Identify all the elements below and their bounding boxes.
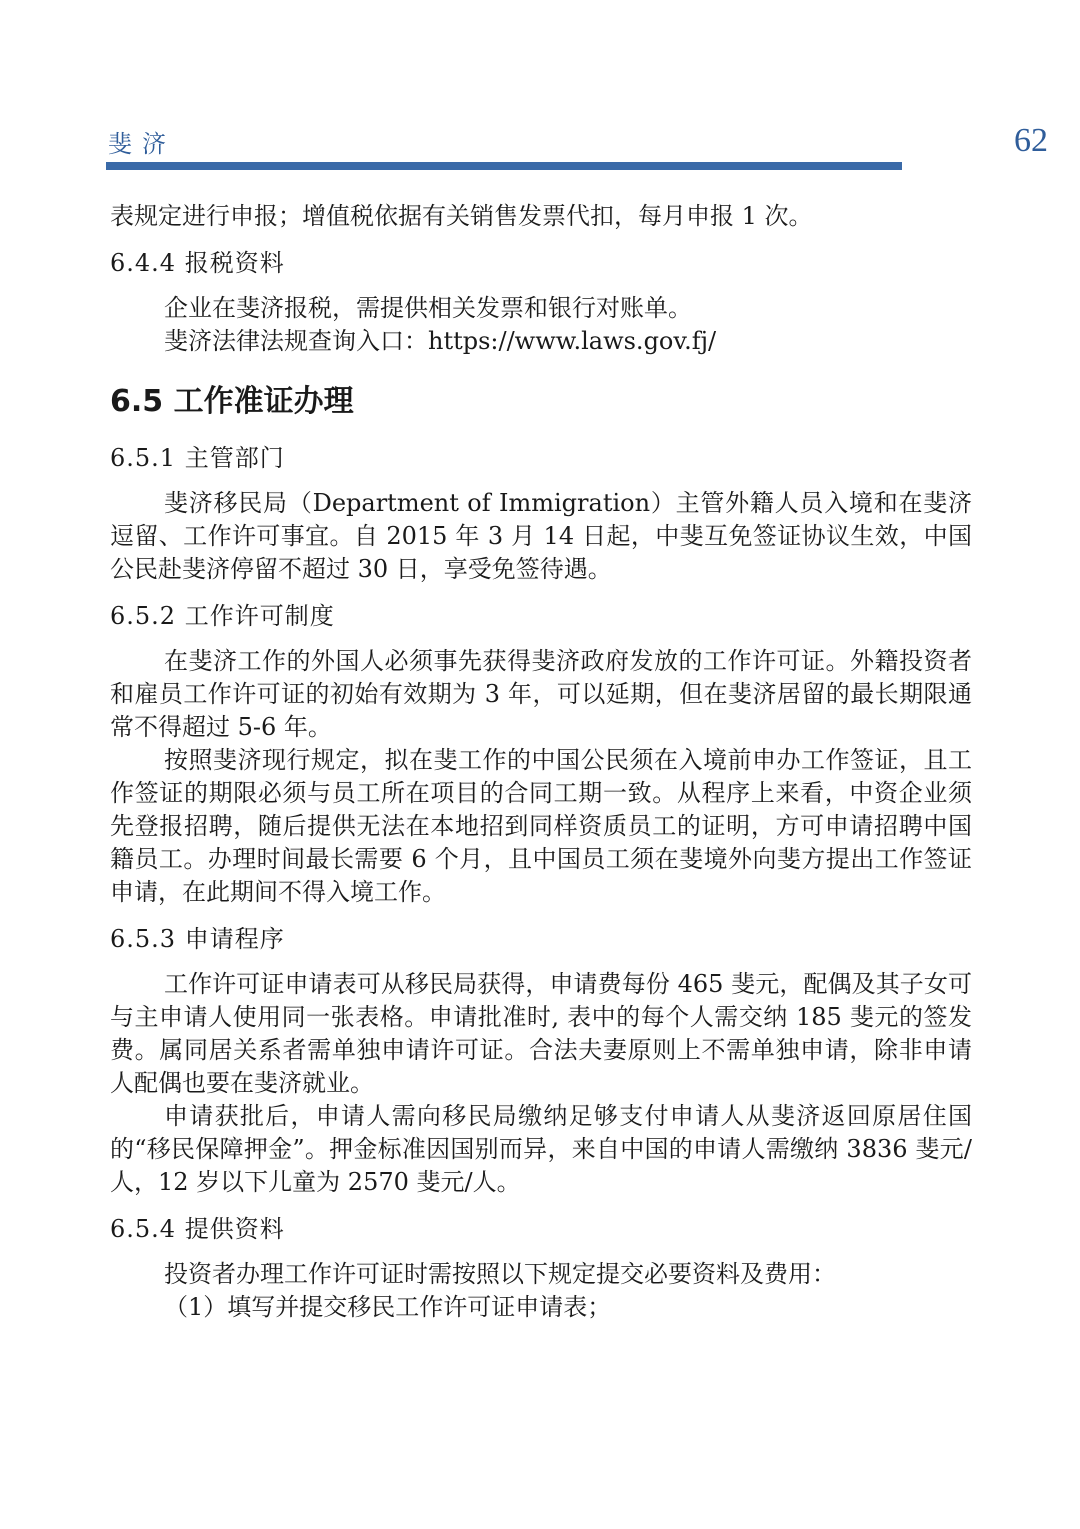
- paragraph: 在斐济工作的外国人必须事先获得斐济政府发放的工作许可证。外籍投资者和雇员工作许可证的初始有效期为 3 年，可以延期，但在斐济居留的最长期限通常不得超过 5-6 年。: [110, 647, 972, 741]
- paragraph: 企业在斐济报税，需提供相关发票和银行对账单。: [164, 294, 692, 322]
- paragraph: 申请获批后，申请人需向移民局缴纳足够支付申请人从斐济返回原居住国的“移民保障押金”。押金标准因国别而异，来自中国的申请人需缴纳 3836 斐元/人，12 岁以下儿童为 2570 斐元/人。: [110, 1102, 972, 1196]
- paragraph: 斐济移民局（Department of Immigration）主管外籍人员入境和在斐济逗留、工作许可事宜。自 2015 年 3 月 14 日起，中斐互免签证协议生效，中国公民赴斐济停留不超过 30 日，享受免签待遇。: [110, 489, 972, 583]
- heading-6-5-4: 6.5.4 提供资料: [110, 1215, 285, 1243]
- heading-6-5-2: 6.5.2 工作许可制度: [110, 602, 335, 630]
- paragraph-link: 斐济法律法规查询入口：https://www.laws.gov.fj/: [164, 327, 717, 355]
- paragraph: 按照斐济现行规定，拟在斐工作的中国公民须在入境前申办工作签证，且工作签证的期限必须与员工所在项目的合同工期一致。从程序上来看，中资企业须先登报招聘，随后提供无法在本地招到同样资质员工的证明，方可申请招聘中国籍员工。办理时间最长需要 6 个月，且中国员工须在斐境外向斐方提出工作签证申请，在此期间不得入境工作。: [110, 746, 972, 906]
- running-head: 斐济: [108, 130, 176, 158]
- heading-6-5-1: 6.5.1 主管部门: [110, 444, 285, 472]
- list-item: （1）填写并提交移民工作许可证申请表；: [164, 1293, 612, 1321]
- paragraph-continued: 表规定进行申报；增值税依据有关销售发票代扣，每月申报 1 次。: [110, 202, 813, 230]
- page-body: [110, 200, 972, 1324]
- heading-6-5-3: 6.5.3 申请程序: [110, 925, 285, 953]
- heading-6-4-4: 6.4.4 报税资料: [110, 249, 285, 277]
- paragraph: 投资者办理工作许可证时需按照以下规定提交必要资料及费用：: [164, 1260, 836, 1288]
- page-number: 62: [1014, 122, 1048, 159]
- paragraph: 工作许可证申请表可从移民局获得，申请费每份 465 斐元，配偶及其子女可与主申请人使用同一张表格。申请批准时, 表中的每个人需交纳 185 斐元的签发费。属同居关系者需单独申请许可证。合法夫妻原则上不需单独申请，除非申请人配偶也要在斐济就业。: [110, 970, 972, 1097]
- heading-6-5: 6.5 工作准证办理: [110, 384, 354, 419]
- header-rule: [106, 162, 902, 170]
